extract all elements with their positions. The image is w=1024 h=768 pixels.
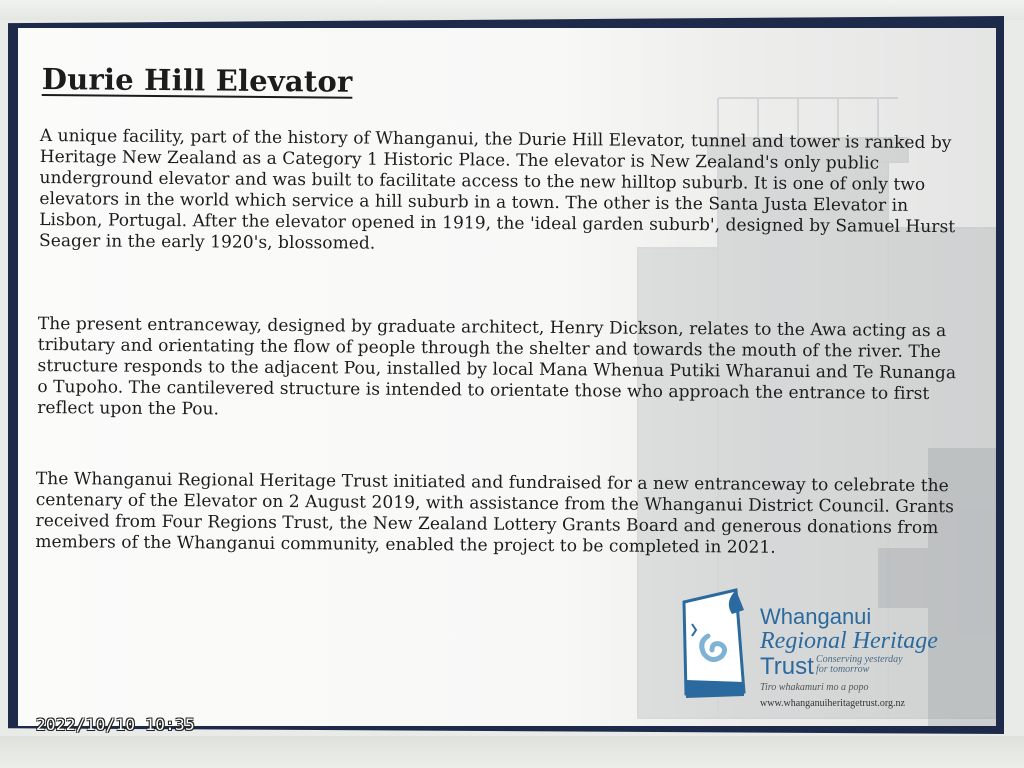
sign-paragraph-funding: The Whanganui Regional Heritage Trust initiated and fundraised for a new entranceway to celebrate the centenary of the Elevator on 2 August 2019, with assistance from the Whanganui District Council. Grants received from Four Regions Trust, the New Zealand Lottery Grants Board and generous donations from members of the Whanganui community, enabled the project to be completed in 2021.: [35, 469, 955, 558]
heritage-trust-logo: [674, 584, 984, 714]
sign-board: [18, 28, 996, 726]
logo-text-line1: Whanganui: [760, 604, 872, 629]
logo-text-line2: Regional Heritage: [760, 628, 938, 654]
logo-tagline: Conserving yesterday for tomorrow: [816, 654, 903, 675]
sign-paragraph-history: A unique facility, part of the history of Whanganui, the Durie Hill Elevator, tunnel and tower is ranked by Heritage New Zealand as a Category 1 Historic Place. The elevator is New Zealand's only public underground elevator and was built to facilitate access to the new hilltop suburb. It is one of only two elevators in the world which service a hill suburb in a town. The other is the Santa Justa Elevator in Lisbon, Portugal. After the elevator opened in 1919, the 'ideal garden suburb', designed by Samuel Hurst Seager in the early 1920's, blossomed.: [39, 126, 956, 254]
logo-maori-motto: Tiro whakamuri mo a popo: [760, 682, 869, 693]
koru-page-icon: [674, 584, 754, 704]
sign-paragraph-entranceway: The present entranceway, designed by graduate architect, Henry Dickson, relates to the Awa acting as a tributary and orientating the flow of people through the shelter and towards the mouth of the river. The structure responds to the adjacent Pou, installed by local Mana Whenua Putiki Wharanui and Te Runanga o Tupoho. The cantilevered structure is intended to orientate those who approach the entrance to first reflect upon the Pou.: [37, 314, 957, 420]
sign-title: Durie Hill Elevator: [41, 62, 353, 99]
logo-text-line3: Trust: [760, 653, 814, 680]
camera-timestamp: 2022/10/10 10:35: [36, 715, 195, 734]
logo-website-url: www.whanganuiheritagetrust.org.nz: [760, 698, 905, 709]
wall-background-bottom: [0, 736, 1024, 768]
